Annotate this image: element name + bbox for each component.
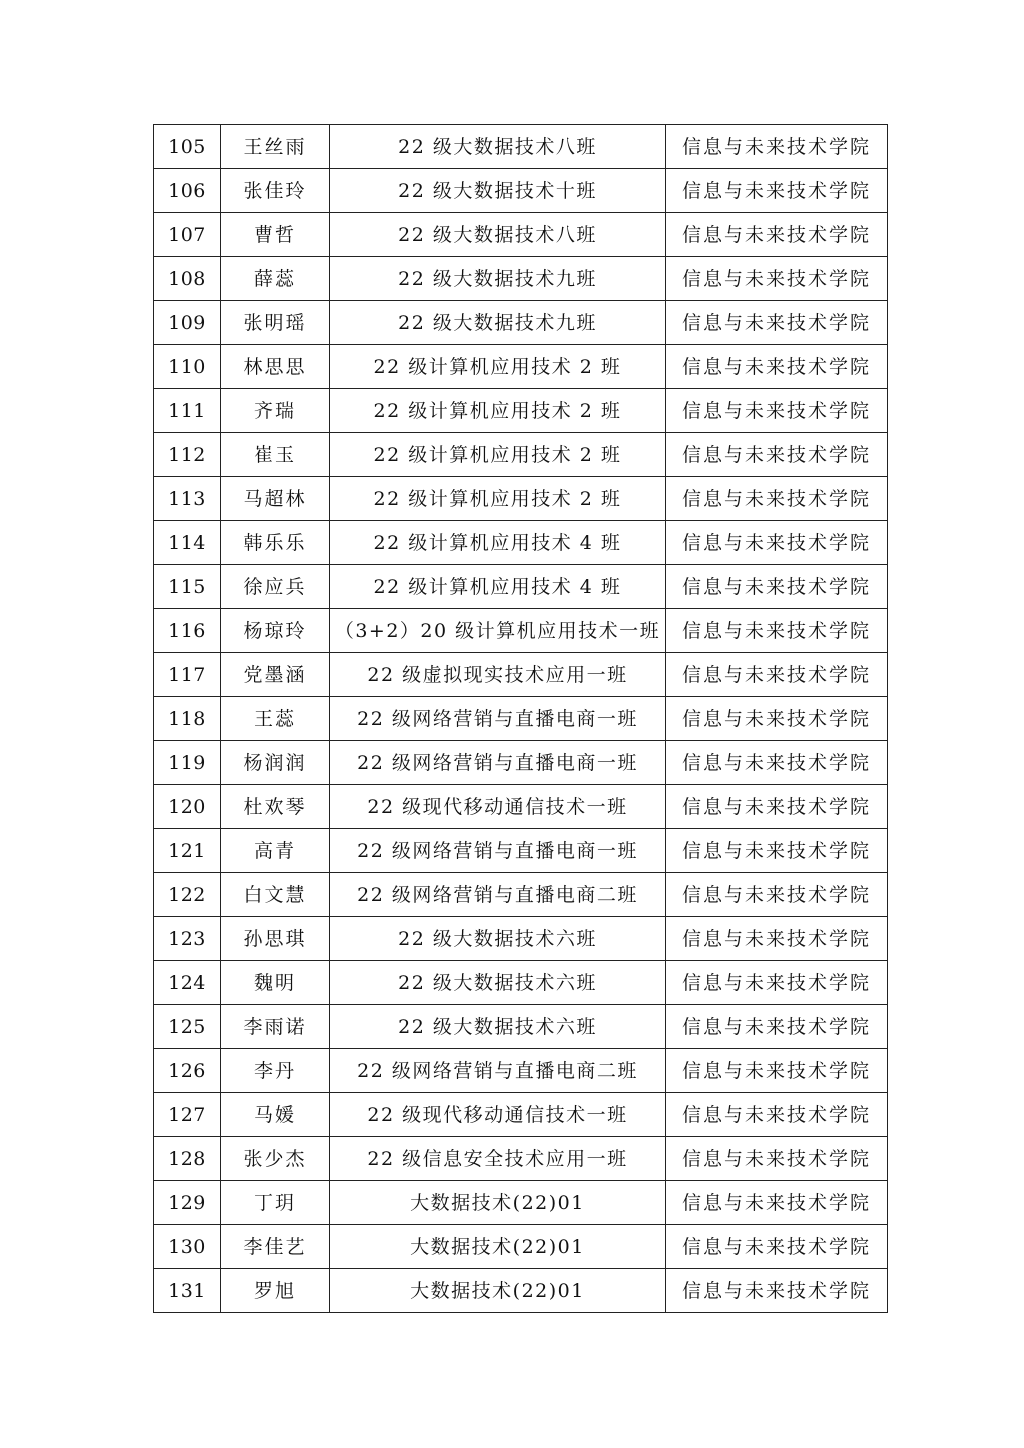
table-row	[154, 389, 888, 433]
student-name-cell: 杨琼玲	[221, 609, 330, 653]
class-name-cell: 22 级大数据技术八班	[330, 125, 666, 169]
table-row	[154, 741, 888, 785]
table-row	[154, 257, 888, 301]
row-number-cell: 128	[154, 1137, 221, 1181]
college-name-cell: 信息与未来技术学院	[666, 521, 888, 565]
student-name-cell: 党墨涵	[221, 653, 330, 697]
college-name-cell: 信息与未来技术学院	[666, 785, 888, 829]
row-number-cell: 127	[154, 1093, 221, 1137]
college-name-cell: 信息与未来技术学院	[666, 741, 888, 785]
row-number-cell: 119	[154, 741, 221, 785]
row-number-cell: 121	[154, 829, 221, 873]
class-name-cell: 22 级大数据技术八班	[330, 213, 666, 257]
class-name-cell: 22 级信息安全技术应用一班	[330, 1137, 666, 1181]
row-number-cell: 124	[154, 961, 221, 1005]
class-name-cell: 22 级计算机应用技术 2 班	[330, 389, 666, 433]
college-name-cell: 信息与未来技术学院	[666, 477, 888, 521]
row-number-cell: 130	[154, 1225, 221, 1269]
student-name-cell: 王蕊	[221, 697, 330, 741]
college-name-cell: 信息与未来技术学院	[666, 301, 888, 345]
row-number-cell: 123	[154, 917, 221, 961]
class-name-cell: 22 级大数据技术六班	[330, 961, 666, 1005]
row-number-cell: 114	[154, 521, 221, 565]
student-name-cell: 杜欢琴	[221, 785, 330, 829]
student-name-cell: 罗旭	[221, 1269, 330, 1313]
college-name-cell: 信息与未来技术学院	[666, 389, 888, 433]
table-row	[154, 433, 888, 477]
row-number-cell: 116	[154, 609, 221, 653]
table-row	[154, 169, 888, 213]
student-name-cell: 孙思琪	[221, 917, 330, 961]
row-number-cell: 112	[154, 433, 221, 477]
student-name-cell: 齐瑞	[221, 389, 330, 433]
row-number-cell: 106	[154, 169, 221, 213]
class-name-cell: 22 级计算机应用技术 4 班	[330, 521, 666, 565]
row-number-cell: 111	[154, 389, 221, 433]
table-row	[154, 521, 888, 565]
class-name-cell: 22 级网络营销与直播电商一班	[330, 741, 666, 785]
table-row	[154, 1093, 888, 1137]
row-number-cell: 120	[154, 785, 221, 829]
class-name-cell: 22 级大数据技术十班	[330, 169, 666, 213]
student-name-cell: 张佳玲	[221, 169, 330, 213]
table-row	[154, 1269, 888, 1313]
student-name-cell: 杨润润	[221, 741, 330, 785]
class-name-cell: 22 级大数据技术九班	[330, 301, 666, 345]
class-name-cell: 22 级网络营销与直播电商一班	[330, 829, 666, 873]
table-row	[154, 1225, 888, 1269]
college-name-cell: 信息与未来技术学院	[666, 213, 888, 257]
student-name-cell: 崔玉	[221, 433, 330, 477]
student-name-cell: 丁玥	[221, 1181, 330, 1225]
class-name-cell: 22 级现代移动通信技术一班	[330, 1093, 666, 1137]
college-name-cell: 信息与未来技术学院	[666, 873, 888, 917]
class-name-cell: 22 级计算机应用技术 2 班	[330, 477, 666, 521]
row-number-cell: 129	[154, 1181, 221, 1225]
table-row	[154, 477, 888, 521]
college-name-cell: 信息与未来技术学院	[666, 917, 888, 961]
row-number-cell: 110	[154, 345, 221, 389]
table-row	[154, 301, 888, 345]
college-name-cell: 信息与未来技术学院	[666, 609, 888, 653]
college-name-cell: 信息与未来技术学院	[666, 1225, 888, 1269]
class-name-cell: 大数据技术(22)01	[330, 1225, 666, 1269]
class-name-cell: 大数据技术(22)01	[330, 1181, 666, 1225]
college-name-cell: 信息与未来技术学院	[666, 257, 888, 301]
table-row	[154, 1005, 888, 1049]
student-name-cell: 魏明	[221, 961, 330, 1005]
college-name-cell: 信息与未来技术学院	[666, 697, 888, 741]
row-number-cell: 108	[154, 257, 221, 301]
student-name-cell: 曹哲	[221, 213, 330, 257]
college-name-cell: 信息与未来技术学院	[666, 1049, 888, 1093]
student-name-cell: 马媛	[221, 1093, 330, 1137]
table-row	[154, 1049, 888, 1093]
college-name-cell: 信息与未来技术学院	[666, 1269, 888, 1313]
row-number-cell: 107	[154, 213, 221, 257]
class-name-cell: （3+2）20 级计算机应用技术一班	[330, 609, 666, 653]
class-name-cell: 22 级网络营销与直播电商二班	[330, 873, 666, 917]
class-name-cell: 22 级大数据技术六班	[330, 917, 666, 961]
student-name-cell: 薛蕊	[221, 257, 330, 301]
college-name-cell: 信息与未来技术学院	[666, 829, 888, 873]
student-name-cell: 林思思	[221, 345, 330, 389]
college-name-cell: 信息与未来技术学院	[666, 1093, 888, 1137]
table-row	[154, 213, 888, 257]
college-name-cell: 信息与未来技术学院	[666, 653, 888, 697]
table-row	[154, 785, 888, 829]
table-row	[154, 1181, 888, 1225]
college-name-cell: 信息与未来技术学院	[666, 345, 888, 389]
table-row	[154, 345, 888, 389]
table-row	[154, 609, 888, 653]
student-name-cell: 韩乐乐	[221, 521, 330, 565]
row-number-cell: 118	[154, 697, 221, 741]
student-name-cell: 李雨诺	[221, 1005, 330, 1049]
table-row	[154, 565, 888, 609]
class-name-cell: 22 级计算机应用技术 4 班	[330, 565, 666, 609]
college-name-cell: 信息与未来技术学院	[666, 961, 888, 1005]
student-name-cell: 马超林	[221, 477, 330, 521]
table-row	[154, 873, 888, 917]
class-name-cell: 22 级大数据技术九班	[330, 257, 666, 301]
class-name-cell: 22 级现代移动通信技术一班	[330, 785, 666, 829]
table-row	[154, 961, 888, 1005]
college-name-cell: 信息与未来技术学院	[666, 1137, 888, 1181]
row-number-cell: 125	[154, 1005, 221, 1049]
table-row	[154, 653, 888, 697]
row-number-cell: 105	[154, 125, 221, 169]
class-name-cell: 22 级计算机应用技术 2 班	[330, 433, 666, 477]
table-row	[154, 1137, 888, 1181]
table-row	[154, 829, 888, 873]
row-number-cell: 122	[154, 873, 221, 917]
student-name-cell: 张少杰	[221, 1137, 330, 1181]
table-row	[154, 917, 888, 961]
college-name-cell: 信息与未来技术学院	[666, 433, 888, 477]
student-name-cell: 王丝雨	[221, 125, 330, 169]
class-name-cell: 22 级虚拟现实技术应用一班	[330, 653, 666, 697]
class-name-cell: 大数据技术(22)01	[330, 1269, 666, 1313]
table-row	[154, 125, 888, 169]
row-number-cell: 113	[154, 477, 221, 521]
student-name-cell: 李佳艺	[221, 1225, 330, 1269]
row-number-cell: 115	[154, 565, 221, 609]
college-name-cell: 信息与未来技术学院	[666, 565, 888, 609]
college-name-cell: 信息与未来技术学院	[666, 169, 888, 213]
student-name-cell: 高青	[221, 829, 330, 873]
college-name-cell: 信息与未来技术学院	[666, 1005, 888, 1049]
student-name-cell: 张明瑶	[221, 301, 330, 345]
class-name-cell: 22 级网络营销与直播电商一班	[330, 697, 666, 741]
row-number-cell: 126	[154, 1049, 221, 1093]
class-name-cell: 22 级计算机应用技术 2 班	[330, 345, 666, 389]
table-row	[154, 697, 888, 741]
college-name-cell: 信息与未来技术学院	[666, 125, 888, 169]
class-name-cell: 22 级网络营销与直播电商二班	[330, 1049, 666, 1093]
college-name-cell: 信息与未来技术学院	[666, 1181, 888, 1225]
student-name-cell: 李丹	[221, 1049, 330, 1093]
row-number-cell: 117	[154, 653, 221, 697]
roster-table-body	[154, 125, 888, 1313]
student-name-cell: 徐应兵	[221, 565, 330, 609]
class-name-cell: 22 级大数据技术六班	[330, 1005, 666, 1049]
student-roster-table	[153, 124, 888, 1313]
row-number-cell: 131	[154, 1269, 221, 1313]
row-number-cell: 109	[154, 301, 221, 345]
student-name-cell: 白文慧	[221, 873, 330, 917]
